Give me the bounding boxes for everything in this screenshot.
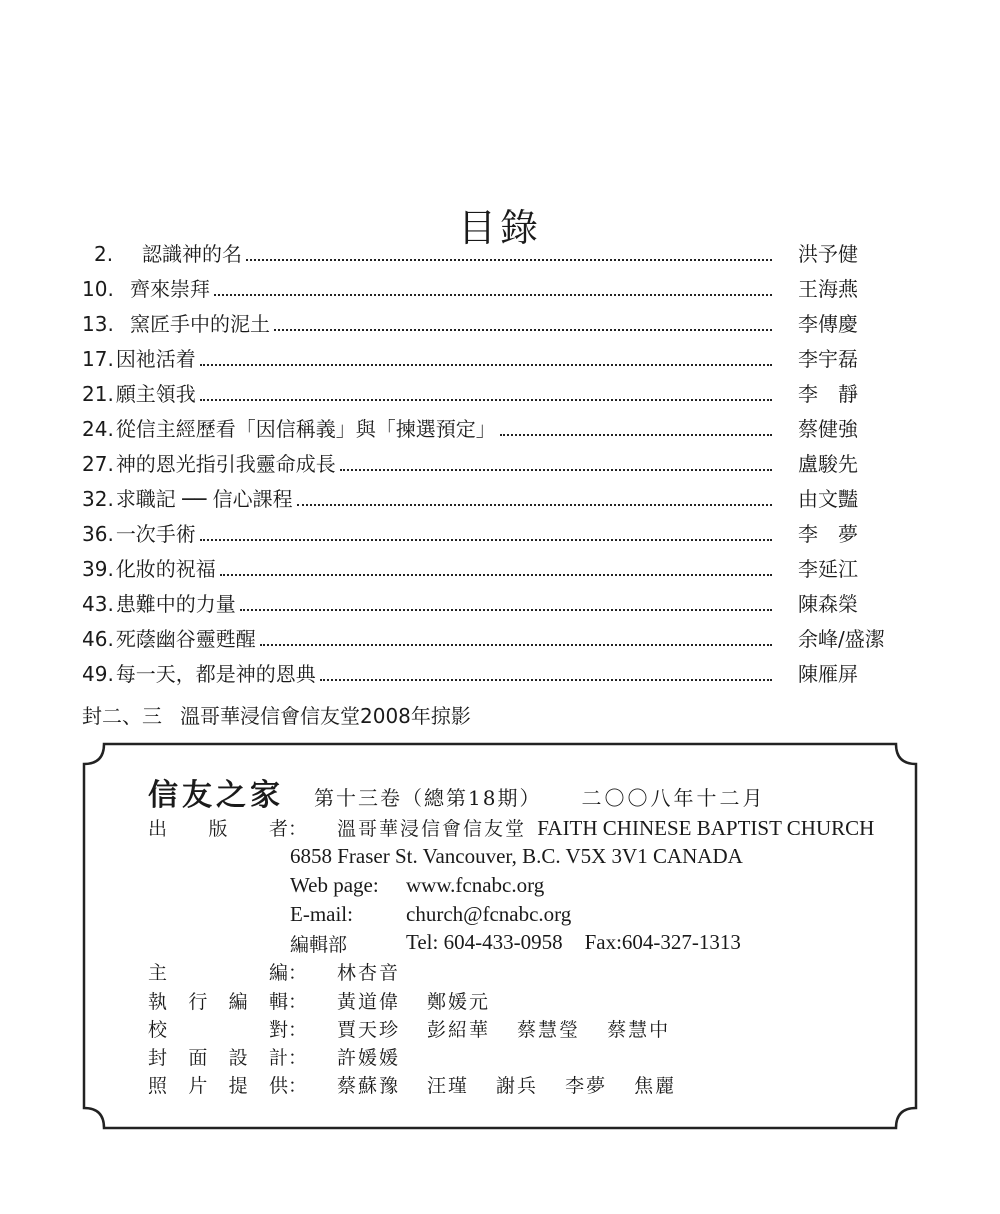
exec-editor-row (148, 987, 512, 1014)
proofreader-name: 彭紹華 (427, 1019, 491, 1041)
proofreader-name: 蔡慧瑩 (517, 1019, 581, 1041)
toc-leader-dots (246, 257, 772, 261)
toc-entry-author: 李 夢 (798, 522, 858, 546)
toc-leader-dots (274, 327, 772, 331)
toc-entry-author: 洪予健 (798, 242, 858, 266)
toc-entry-main (82, 553, 772, 582)
toc-page-number: 17. (82, 347, 114, 371)
editor-label: 主 編 (148, 962, 288, 984)
toc-entry-author: 李延江 (798, 557, 858, 581)
photo-colon: ： (288, 1075, 308, 1097)
proofread-row (148, 1015, 692, 1042)
toc-entry[interactable] (82, 308, 902, 343)
photo-label: 照片提供 (148, 1075, 288, 1097)
toc-leader-dots (340, 467, 772, 471)
issue-date: 二〇〇八年十二月 (581, 786, 766, 810)
toc-leader-dots (240, 607, 772, 611)
photographer-name: 蔡蘇豫 (337, 1075, 401, 1097)
fax: Fax:604-327-1313 (584, 930, 741, 954)
toc-entry[interactable] (82, 588, 902, 623)
masthead-header (148, 770, 765, 814)
toc-final-pages: 封二、三 (82, 704, 162, 728)
toc-entry-title: 患難中的力量 (115, 592, 236, 616)
address: 6858 Fraser St. Vancouver, B.C. V5X 3V1 CANADA (290, 844, 743, 868)
toc-entry-author: 余峰/盛潔 (798, 627, 885, 651)
toc-page-number: 2. (94, 242, 114, 266)
email-row (290, 902, 571, 927)
photographer-name: 李夢 (565, 1075, 608, 1097)
toc-entry-main (82, 658, 772, 687)
toc-page-number: 21. (82, 382, 114, 406)
publisher-label: 出 版 者 (148, 818, 288, 840)
editorial-label: 編輯部 (290, 934, 348, 956)
toc-entry-main (82, 343, 772, 372)
publisher-row (148, 814, 874, 841)
toc-entry[interactable] (82, 273, 902, 308)
toc-page-number: 46. (82, 627, 114, 651)
volume-info: 第十三卷（總第18期） (314, 786, 542, 810)
toc-entry[interactable] (82, 553, 902, 588)
toc-entry-main (82, 238, 772, 267)
toc-entry-title: 死蔭幽谷靈甦醒 (115, 627, 256, 651)
toc-entry-title: 求職記 ── 信心課程 (115, 487, 293, 511)
toc-entry-author: 蔡健強 (798, 417, 858, 441)
toc-final-title: 溫哥華浸信會信友堂2008年掠影 (180, 704, 471, 728)
toc-entry-author: 由文豔 (798, 487, 858, 511)
toc-entry-title: 每一天，都是神的恩典 (115, 662, 316, 686)
exec-editor-name: 黃道偉 (337, 991, 401, 1013)
editor-name: 林杏音 (337, 962, 401, 984)
toc-page-number: 10. (82, 277, 114, 301)
toc-page-number: 27. (82, 452, 114, 476)
toc-entry-title: 窯匠手中的泥土 (130, 312, 270, 336)
toc-entry-author: 盧駿先 (798, 452, 858, 476)
toc-entry[interactable] (82, 238, 902, 273)
toc-entry[interactable] (82, 378, 902, 413)
web-label: Web page: (290, 873, 379, 897)
publisher-colon: ： (288, 818, 308, 840)
toc-leader-dots (320, 677, 772, 681)
toc-entry-author: 李 靜 (798, 382, 858, 406)
toc-page-number: 24. (82, 417, 114, 441)
toc-entry-title: 願主領我 (115, 382, 196, 406)
cover-design-label: 封面設計 (148, 1047, 288, 1069)
toc-entry-main (82, 483, 772, 512)
toc-entry-main (82, 413, 772, 442)
email-link[interactable]: church@fcnabc.org (406, 902, 572, 926)
toc-entry[interactable] (82, 413, 902, 448)
toc-entry[interactable] (82, 518, 902, 553)
web-row (290, 873, 544, 898)
contact-row (290, 930, 741, 957)
exec-editor-name: 鄭媛元 (427, 991, 491, 1013)
toc-entry[interactable] (82, 483, 902, 518)
address-row (290, 844, 743, 869)
proofreader-name: 賈天珍 (337, 1019, 401, 1041)
web-link[interactable]: www.fcnabc.org (406, 873, 545, 897)
toc-entry[interactable] (82, 448, 902, 483)
publisher-zh: 溫哥華浸信會信友堂 (337, 818, 527, 840)
toc-entry-main (82, 518, 772, 547)
toc-entry-author: 李宇磊 (798, 347, 858, 371)
toc-entry-main (82, 308, 772, 337)
toc-entry-main (82, 623, 772, 652)
toc-leader-dots (260, 642, 772, 646)
toc-leader-dots (200, 397, 772, 401)
toc-list (82, 238, 902, 693)
toc-entry[interactable] (82, 623, 902, 658)
exec-editor-colon: ： (288, 991, 308, 1013)
toc-final-item (82, 700, 471, 729)
toc-entry-main (82, 588, 772, 617)
photographer-name: 汪瑾 (427, 1075, 470, 1097)
toc-entry-main (82, 378, 772, 407)
toc-entry-title: 一次手術 (115, 522, 196, 546)
photographer-name: 謝兵 (496, 1075, 539, 1097)
toc-title: 目錄 (457, 206, 542, 251)
editor-colon: ： (288, 962, 308, 984)
exec-editor-label: 執行編輯 (148, 991, 288, 1013)
email-label: E-mail: (290, 902, 353, 926)
proofreader-name: 蔡慧中 (607, 1019, 671, 1041)
proofread-label: 校 對 (148, 1019, 288, 1041)
magazine-name: 信友之家 (148, 778, 284, 813)
toc-entry-author: 李傳慶 (798, 312, 858, 336)
cover-design-row (148, 1043, 422, 1070)
toc-leader-dots (200, 362, 772, 366)
toc-page-number: 43. (82, 592, 114, 616)
toc-entry[interactable] (82, 658, 902, 693)
toc-entry-title: 化妝的祝福 (115, 557, 216, 581)
toc-leader-dots (500, 432, 772, 436)
toc-leader-dots (297, 502, 772, 506)
toc-entry-author: 陳森榮 (798, 592, 858, 616)
cover-designer-name: 許媛媛 (337, 1047, 401, 1069)
toc-entry-title: 從信主經歷看「因信稱義」與「揀選預定」 (115, 417, 496, 441)
toc-entry[interactable] (82, 343, 902, 378)
masthead-box (82, 742, 918, 1130)
toc-page-number: 39. (82, 557, 114, 581)
toc-entry-title: 齊來崇拜 (130, 277, 210, 301)
toc-entry-author: 王海燕 (798, 277, 858, 301)
toc-entry-main (82, 448, 772, 477)
toc-page-number: 36. (82, 522, 114, 546)
toc-leader-dots (200, 537, 772, 541)
toc-entry-main (82, 273, 772, 302)
toc-leader-dots (220, 572, 772, 576)
photographer-name: 焦麗 (634, 1075, 677, 1097)
cover-design-colon: ： (288, 1047, 308, 1069)
editor-row (148, 958, 422, 985)
proofread-colon: ： (288, 1019, 308, 1041)
tel: Tel: 604-433-0958 (406, 930, 563, 954)
toc-entry-title: 神的恩光指引我靈命成長 (115, 452, 336, 476)
publisher-en: FAITH CHINESE BAPTIST CHURCH (537, 816, 875, 840)
photo-row (148, 1071, 698, 1098)
toc-entry-title: 認識神的名 (142, 242, 242, 266)
toc-entry-title: 因祂活着 (115, 347, 196, 371)
toc-page-number: 32. (82, 487, 114, 511)
toc-leader-dots (214, 292, 772, 296)
toc-page-number: 49. (82, 662, 114, 686)
toc-entry-author: 陳雁屏 (798, 662, 858, 686)
toc-page-number: 13. (82, 312, 114, 336)
